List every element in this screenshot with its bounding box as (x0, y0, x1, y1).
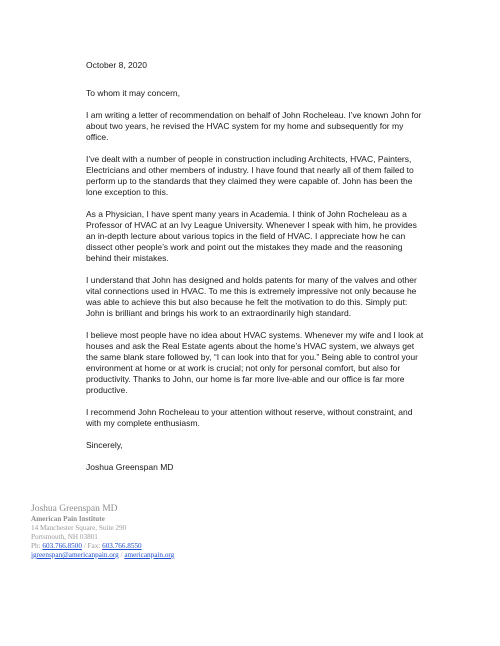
footer-address-line-1: 14 Manchester Square, Suite 290 (31, 524, 127, 532)
footer-email-link[interactable]: jgreenspan@americanpain.org (31, 551, 119, 559)
footer-name: Joshua Greenspan MD (31, 504, 118, 514)
footer-phone-label: Ph: (31, 542, 41, 550)
footer-fax-link[interactable]: 603.766.8550 (102, 542, 142, 550)
footer-phone-link[interactable]: 603.766.8500 (42, 542, 82, 550)
letter-paragraph-5: I believe most people have no idea about HVAC systems. Whenever my wife and I look at houses and ask the Real Estate agents about the home’s HVAC system, we always get the same blank stare followed by, “I can look into that for you.” Being able to control your environment at home or at work is crucial; not only for personal comfort, but also for productivity. Thanks to John, our home is far more live-able and our office is far more productive. (86, 330, 424, 395)
letterhead-footer (31, 504, 331, 560)
letter-closing: Sincerely, (86, 440, 123, 450)
letter-paragraph-2: I’ve dealt with a number of people in construction including Architects, HVAC, Painters, Electricians and other members of industry. I have found that nearly all of them failed to perform up to the standards that they claimed they were capable of. John has been the lone exception to this. (86, 154, 414, 197)
footer-contact-line (31, 542, 331, 551)
letter-paragraph-4: I understand that John has designed and holds patents for many of the valves and other vital connections used in HVAC. To me this is extremely impressive not only because he was able to achieve this but also because he felt the motivation to do this. Simply put: John is brilliant and brings his work to an extraordinarily high standard. (86, 275, 417, 318)
footer-web-separator: / (120, 551, 123, 559)
footer-website-link[interactable]: americanpain.org (124, 551, 175, 559)
footer-organization: American Pain Institute (31, 515, 105, 523)
letter-date: October 8, 2020 (86, 60, 147, 70)
footer-address-line-2: Portsmouth, NH 03801 (31, 533, 98, 541)
footer-fax-label: Fax: (87, 542, 101, 550)
letter-paragraph-6: I recommend John Rocheleau to your attention without reserve, without constraint, and with my complete enthusiasm. (86, 407, 413, 428)
letter-paragraph-3: As a Physician, I have spent many years in Academia. I think of John Rocheleau as a Professor of HVAC at an Ivy League University. Whenever I speak with him, he provides an in-depth lecture about various topics in the field of HVAC. I appreciate how he can dissect other people’s work and point out the mistakes they made and the reasoning behind their mistakes. (86, 209, 417, 263)
letter-signature: Joshua Greenspan MD (86, 462, 174, 472)
letter-paragraph-1: I am writing a letter of recommendation on behalf of John Rocheleau. I’ve known John for about two years, he revised the HVAC system for my home and subsequently for my office. (86, 110, 422, 142)
footer-separator: / (83, 542, 86, 550)
footer-web-line (31, 551, 331, 560)
letter-body (86, 60, 424, 473)
letter-salutation: To whom it may concern, (86, 88, 181, 98)
